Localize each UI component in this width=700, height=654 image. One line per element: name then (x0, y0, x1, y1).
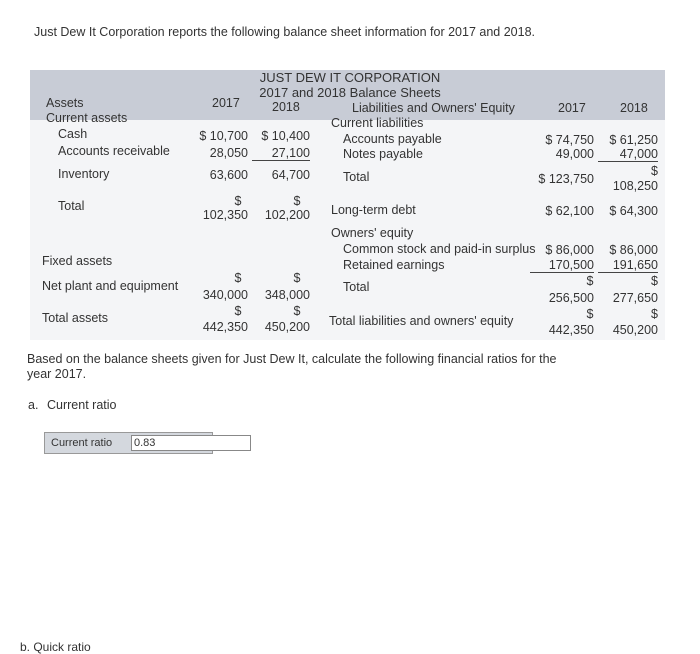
total-le-2017-currency: $ (586, 307, 594, 321)
total-assets-2017-currency: $ (234, 304, 242, 318)
liabilities-header: Liabilities and Owners' Equity (352, 101, 515, 115)
np-label: Notes payable (343, 147, 423, 161)
total-cl-2018: 108,250 (612, 179, 658, 193)
ltd-2017: $ 62,100 (545, 204, 594, 218)
inventory-2017: 63,600 (209, 168, 248, 182)
ppe-2017-currency: $ (234, 271, 242, 285)
ltd-2018: $ 64,300 (609, 204, 658, 218)
liab-year-2017: 2017 (558, 101, 586, 115)
total-le-2018: 450,200 (612, 323, 658, 337)
liab-year-2018: 2018 (620, 101, 648, 115)
assets-header: Assets (46, 96, 84, 110)
owners-equity-label: Owners' equity (331, 226, 414, 240)
total-le-2018-currency: $ (651, 307, 658, 321)
retained-earnings-2018: 191,650 (598, 258, 658, 273)
total-ca-2018-currency: $ (293, 194, 301, 208)
part-a-marker: a. (28, 398, 39, 412)
ppe-2017: 340,000 (202, 288, 248, 302)
cash-label: Cash (58, 127, 88, 141)
current-ratio-input[interactable] (131, 435, 251, 451)
total-ca-2017-currency: $ (234, 194, 242, 208)
ppe-label: Net plant and equipment (42, 279, 179, 293)
common-stock-label: Common stock and paid-in surplus (343, 242, 536, 256)
common-stock-2018: $ 86,000 (609, 243, 658, 257)
intro-text: Just Dew It Corporation reports the following balance sheet information for 2017 and 2018. (34, 25, 535, 39)
ap-2017: $ 74,750 (545, 133, 594, 147)
ar-2018: 27,100 (252, 146, 310, 161)
np-2018: 47,000 (598, 147, 658, 162)
question-text: Based on the balance sheets given for Just Dew It, calculate the following financial ratios for the year 2017. (27, 352, 557, 381)
total-oe-2018: 277,650 (612, 291, 658, 305)
total-le-label: Total liabilities and owners' equity (329, 314, 514, 328)
part-b-title: b. Quick ratio (20, 640, 91, 654)
total-assets-2017: 442,350 (202, 320, 248, 334)
cash-2017: $ 10,700 (199, 129, 248, 143)
current-ratio-answer-row (44, 432, 213, 454)
assets-year-2018: 2018 (272, 100, 300, 114)
ltd-label: Long-term debt (331, 203, 416, 217)
total-assets-label: Total assets (42, 311, 109, 325)
retained-earnings-2017: 170,500 (530, 258, 594, 273)
ap-label: Accounts payable (343, 132, 442, 146)
ar-2017: 28,050 (209, 146, 248, 160)
inventory-label: Inventory (58, 167, 110, 181)
total-le-2017: 442,350 (548, 323, 594, 337)
total-ca-2017: 102,350 (202, 208, 248, 222)
cash-2018: $ 10,400 (261, 129, 310, 143)
current-ratio-field-label: Current ratio (51, 437, 113, 449)
total-cl-2017: $ 123,750 (538, 172, 594, 186)
np-2017: 49,000 (555, 147, 594, 161)
total-assets-2018: 450,200 (264, 320, 310, 334)
assets-year-2017: 2017 (212, 96, 240, 110)
total-assets-2018-currency: $ (293, 304, 301, 318)
part-a-title: Current ratio (47, 398, 117, 412)
ap-2018: $ 61,250 (609, 133, 658, 147)
total-oe-2017: 256,500 (548, 291, 594, 305)
total-cl-label: Total (343, 170, 370, 184)
sheet-title: JUST DEW IT CORPORATION (259, 70, 441, 85)
ar-label: Accounts receivable (58, 144, 170, 158)
ppe-2018: 348,000 (264, 288, 310, 302)
ppe-2018-currency: $ (293, 271, 301, 285)
total-ca-2018: 102,200 (264, 208, 310, 222)
total-ca-label: Total (58, 199, 85, 213)
total-cl-2018-currency: $ (651, 164, 658, 178)
current-assets-label: Current assets (46, 111, 128, 125)
sheet-subtitle: 2017 and 2018 Balance Sheets (259, 85, 441, 100)
total-oe-2017-currency: $ (586, 274, 594, 288)
fixed-assets-label: Fixed assets (42, 254, 113, 268)
current-liabilities-label: Current liabilities (331, 116, 424, 130)
inventory-2018: 64,700 (271, 168, 310, 182)
total-oe-2018-currency: $ (651, 274, 658, 288)
common-stock-2017: $ 86,000 (545, 243, 594, 257)
retained-earnings-label: Retained earnings (343, 258, 445, 272)
total-oe-label: Total (343, 280, 370, 294)
